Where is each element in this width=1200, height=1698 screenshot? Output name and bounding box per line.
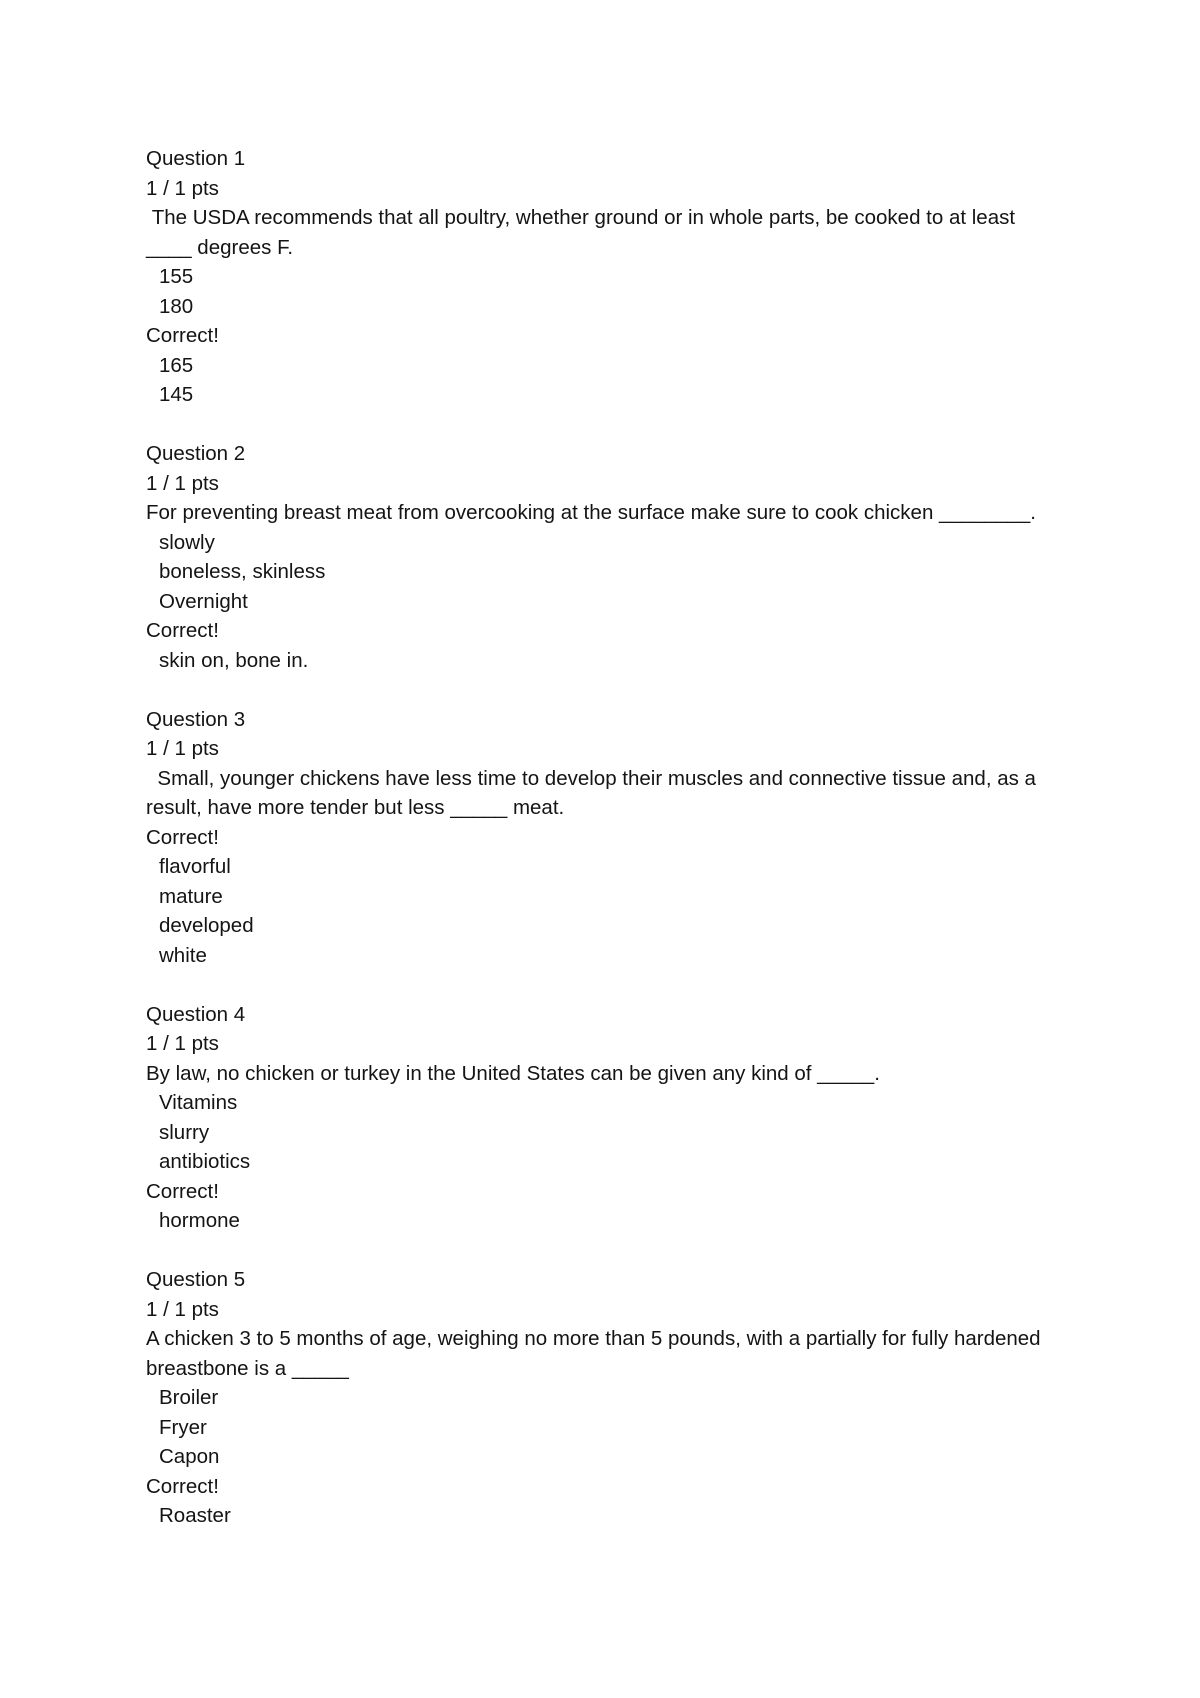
answer-option: slurry [159,1120,210,1144]
correct-label: Correct! [146,324,219,347]
answer-option: 180 [159,294,194,318]
question-title: Question 5 [146,1268,246,1291]
answer-option: slowly [159,530,215,554]
correct-label: Correct! [146,619,219,642]
answer-option-correct: 165 [159,353,194,377]
answer-option: 145 [159,383,194,406]
correct-label: Correct! [146,1179,219,1203]
answer-option: Vitamins [159,1091,238,1114]
question-prompt: By law, no chicken or turkey in the United States can be given any kind of _____. [146,1061,880,1085]
question-title: Question 2 [146,442,246,465]
answer-option: white [159,943,207,967]
question-prompt: Small, younger chickens have less time to develop their muscles and connective tissue and, as a result, have more tender but less _____ meat. [146,766,1042,819]
answer-option: Broiler [159,1386,219,1409]
answer-option: Capon [159,1445,220,1468]
question-points: 1 / 1 pts [146,1297,219,1321]
answer-option: antibiotics [159,1150,251,1173]
question-prompt: The USDA recommends that all poultry, whether ground or in whole parts, be cooked to at least ____ degrees F. [146,206,1021,259]
question-points: 1 / 1 pts [146,737,219,760]
question-block [146,705,1066,971]
answer-option: Overnight [159,589,248,613]
question-prompt: For preventing breast meat from overcooking at the surface make sure to cook chicken ________. [146,501,1036,524]
question-points: 1 / 1 pts [146,1032,219,1055]
question-block [146,1000,1066,1236]
question-block [146,144,1066,410]
answer-option-correct: flavorful [159,855,231,878]
correct-label: Correct! [146,825,219,849]
answer-option-correct: hormone [159,1209,240,1232]
quiz-results-document [146,144,1066,1560]
answer-option: developed [159,914,254,937]
correct-label: Correct! [146,1474,219,1498]
answer-option-correct: skin on, bone in. [159,648,309,672]
answer-option: mature [159,884,223,908]
question-block [146,439,1066,675]
question-title: Question 4 [146,1002,246,1026]
answer-option-correct: Roaster [159,1504,231,1527]
answer-option: 155 [159,265,194,288]
question-points: 1 / 1 pts [146,176,219,200]
answer-option: boneless, skinless [159,560,326,583]
question-points: 1 / 1 pts [146,471,219,495]
question-block [146,1265,1066,1531]
question-title: Question 1 [146,147,246,170]
answer-option: Fryer [159,1415,207,1439]
question-prompt: A chicken 3 to 5 months of age, weighing no more than 5 pounds, with a partially for fully hardened breastbone is a _____ [146,1327,1047,1380]
question-title: Question 3 [146,707,246,731]
